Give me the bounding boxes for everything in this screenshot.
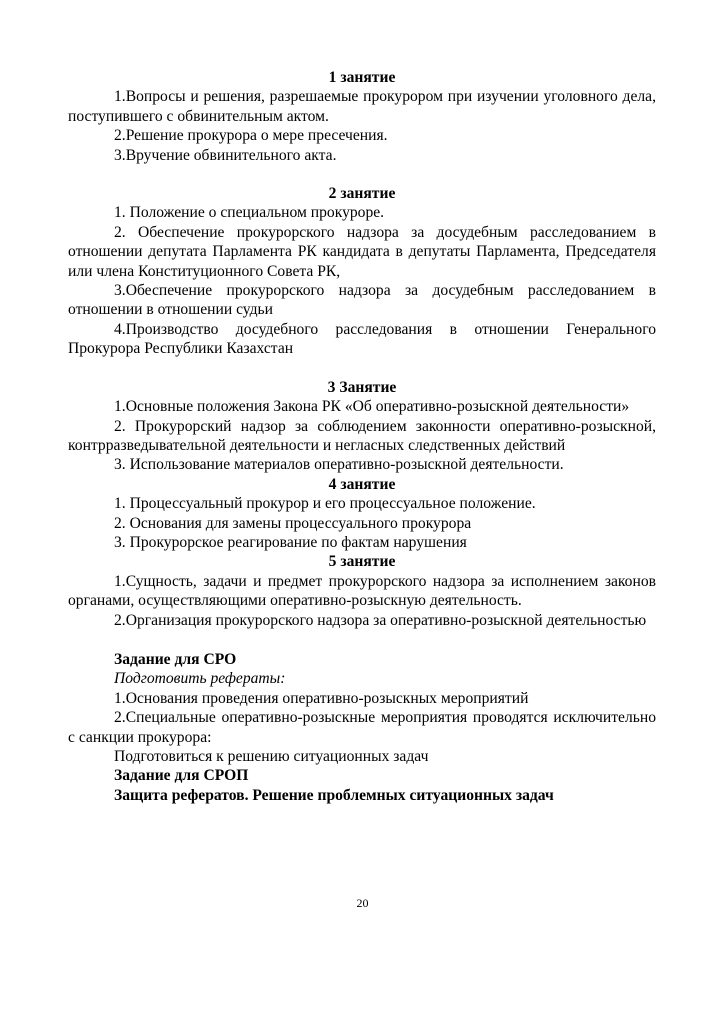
page-number: 20 [356,896,369,910]
section-2-item-4: 4.Производство досудебного расследования в отношении Генерального Прокурора Республики Казахстан [68,320,656,358]
sro-extra: Подготовиться к решению ситуационных задач [114,748,429,765]
spacer [68,630,656,650]
section-3-title: 3 Занятие [327,378,397,396]
section-2-item-3: 3.Обеспечение прокурорского надзора за досудебным расследованием в отношении в отношении судьи [68,282,656,319]
section-5-item-1: 1.Сущность, задачи и предмет прокурорского надзора за исполнением законов органами, осуществляющими оперативно-розыскную деятельность. [68,572,656,610]
section-4-item-1: 1. Процессуальный прокурор и его процессуальное положение. [114,495,536,513]
section-1-title: 1 занятие [328,69,396,86]
section-5-item-2: 2.Организация прокурорского надзора за оперативно-розыскной деятельностью [114,611,647,629]
sro-item-2: 2.Специальные оперативно-розыскные мероприятия проводятся исключительно с санкции прокурора: [68,709,656,746]
sro-subheading: Подготовить рефераты: [114,670,286,688]
section-1-item-1: 1.Вопросы и решения, разрешаемые прокурором при изучении уголовного дела, поступившего с обвинительным актом. [68,88,656,125]
section-2-item-2: 2. Обеспечение прокурорского надзора за досудебным расследованием в отношении депутата Парламента РК кандидата в депутаты Парламента, Председателя или члена Конституционного Совета РК, [68,223,656,280]
spacer [68,359,656,378]
section-4-item-3: 3. Прокурорское реагирование по фактам нарушения [114,533,467,551]
section-1-item-3: 3.Вручение обвинительного акта. [114,146,337,164]
section-3-item-1: 1.Основные положения Закона РК «Об оперативно-розыскной деятельности» [114,398,630,416]
srop-task: Защита рефератов. Решение проблемных ситуационных задач [114,786,554,804]
section-4-title: 4 занятие [328,475,396,493]
section-5-title: 5 занятие [328,553,396,571]
spacer [68,165,656,184]
sro-item-1: 1.Основания проведения оперативно-розыскных мероприятий [114,689,529,707]
srop-heading: Задание для СРОП [114,767,249,785]
section-1-item-2: 2.Решение прокурора о мере пресечения. [114,127,388,145]
document-page [68,68,656,805]
section-2-item-1: 1. Положение о специальном прокуроре. [114,204,385,222]
section-4-item-2: 2. Основания для замены процессуального прокурора [114,514,472,532]
section-2-title: 2 занятие [328,185,396,203]
section-3-item-3: 3. Использование материалов оперативно-розыскной деятельности. [114,456,564,474]
section-3-item-2: 2. Прокурорский надзор за соблюдением законности оперативно-розыскной, контрразведывательной деятельности и негласных следственных действий [68,417,656,454]
sro-heading: Задание для СРО [114,650,237,668]
